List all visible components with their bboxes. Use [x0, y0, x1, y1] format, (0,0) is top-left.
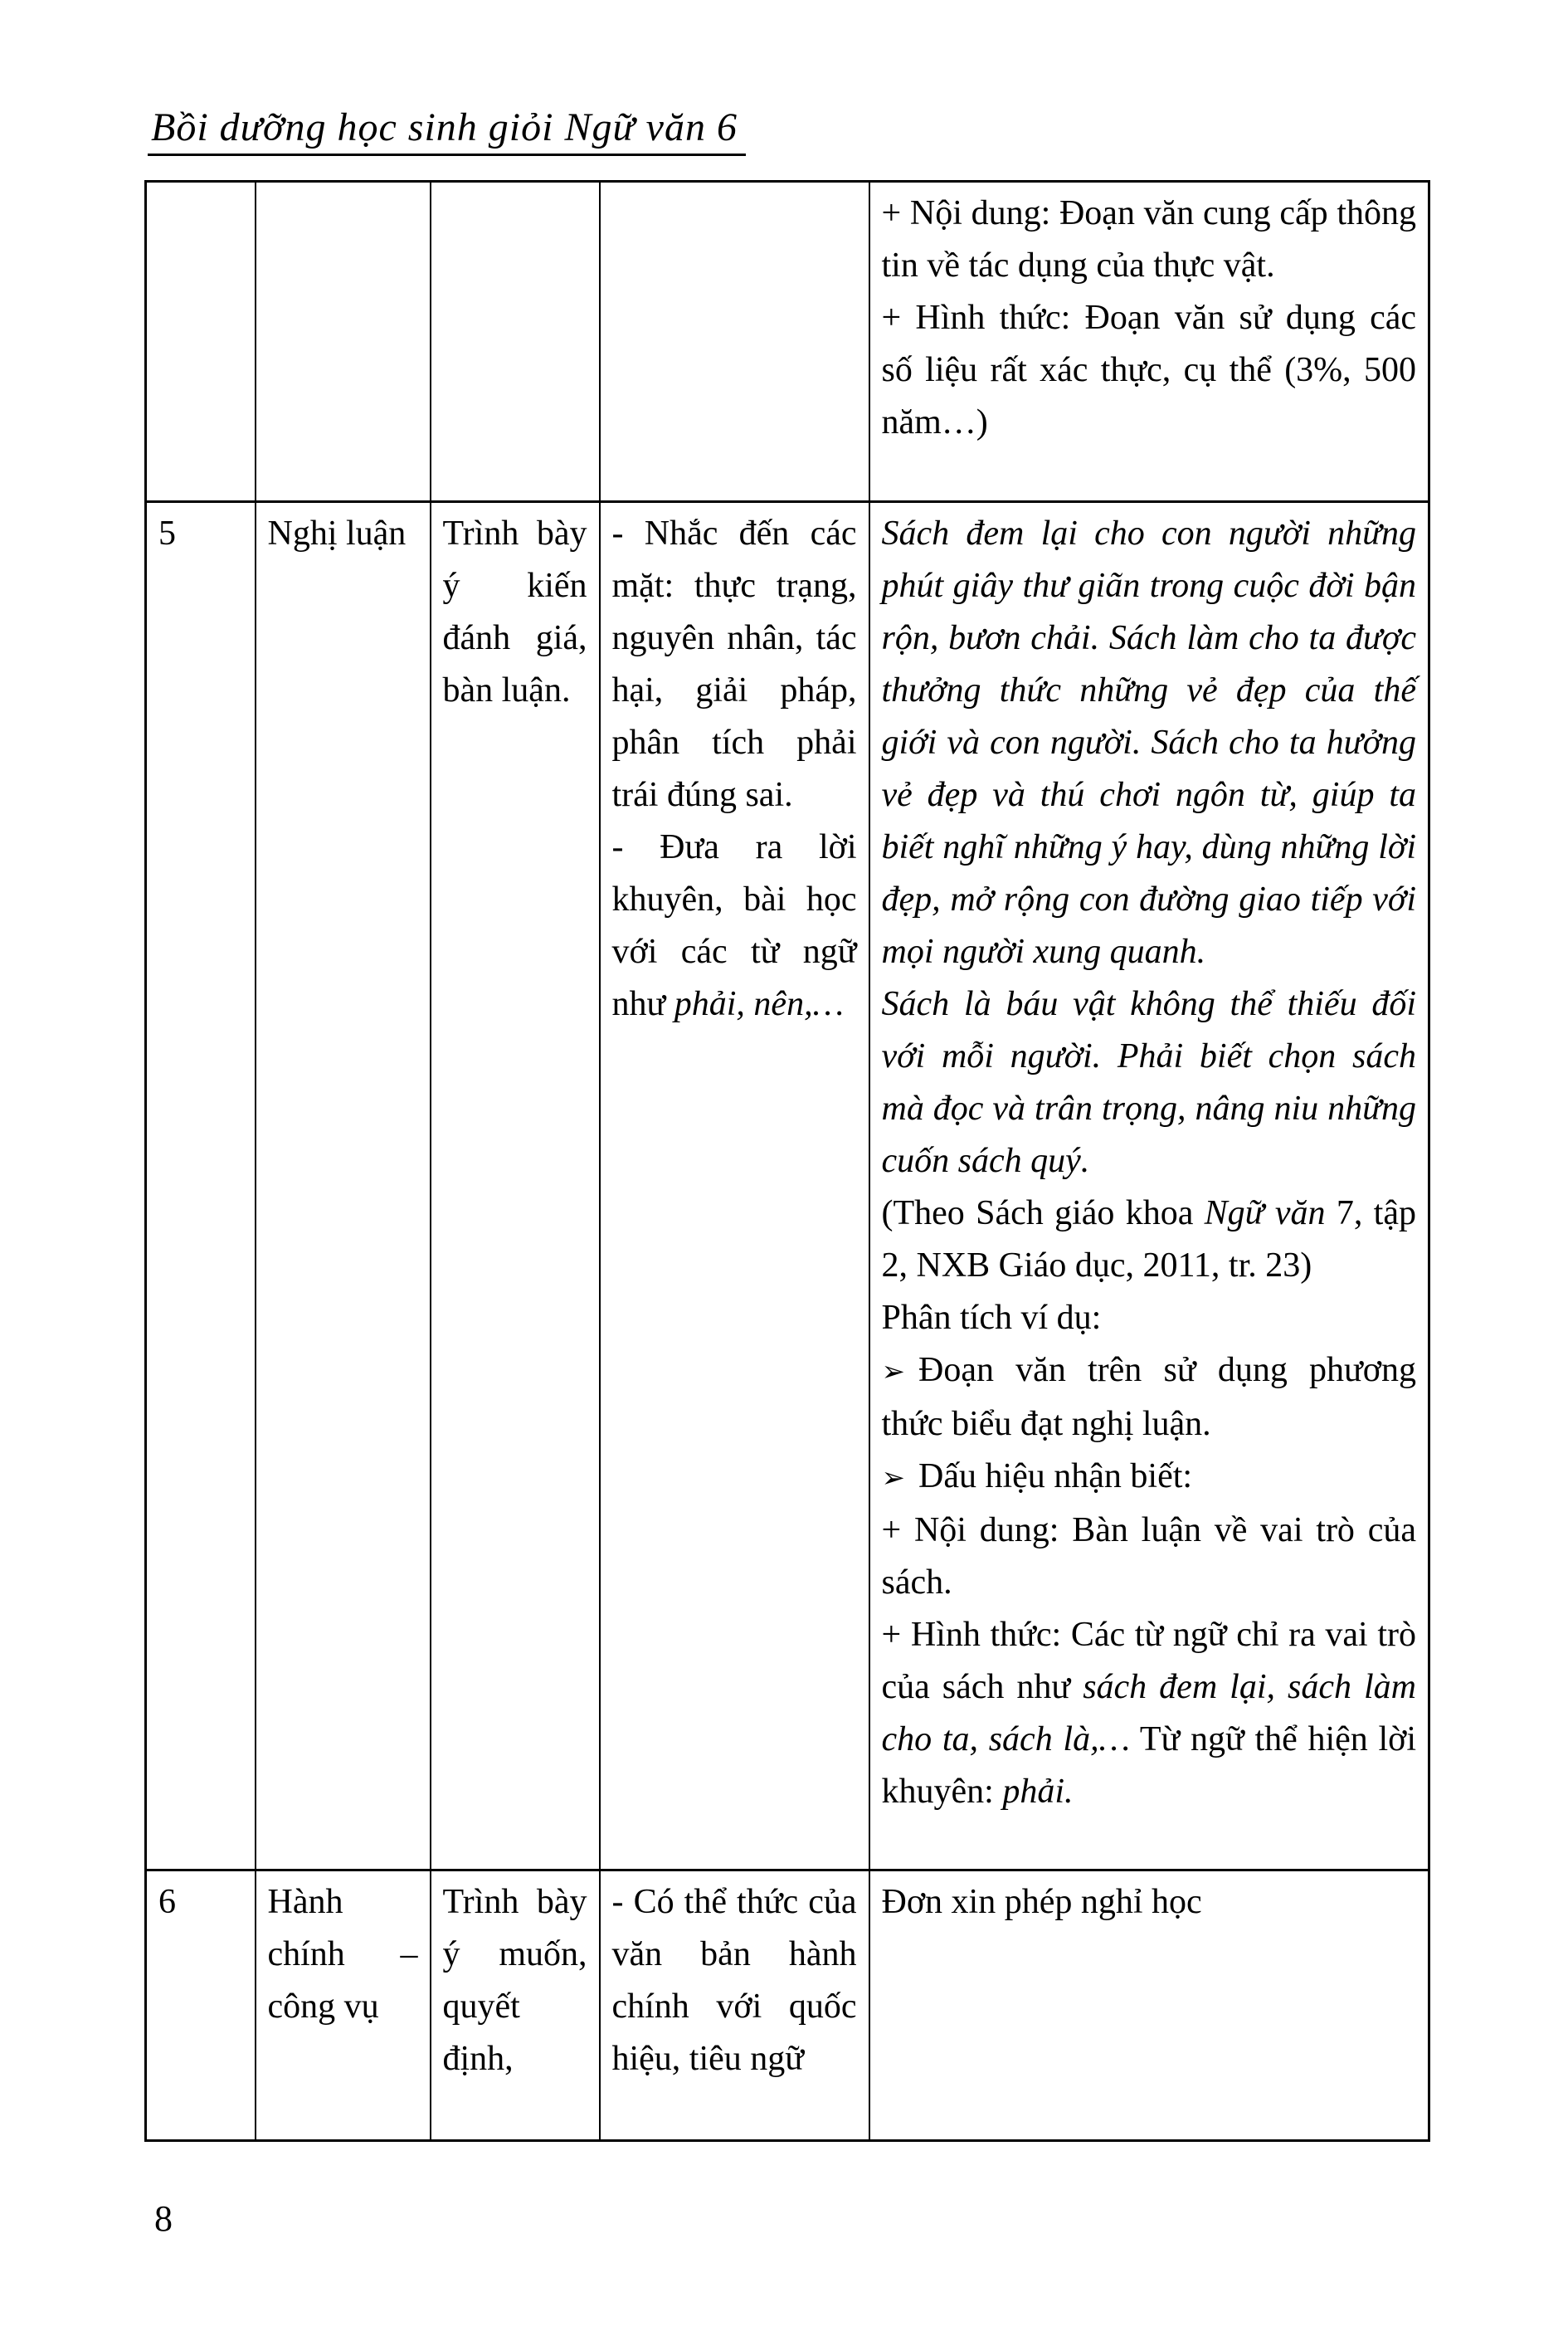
form-note-italic-2: phải.: [1002, 1773, 1074, 1811]
paragraph-analysis-label: Phân tích ví dụ:: [881, 1299, 1102, 1337]
arrowhead-bullet-icon: ➢: [881, 1355, 905, 1388]
cell-prev-description: [431, 182, 600, 502]
form-note-roman-1: + Hình thức: Các từ ngữ chỉ ra vai trò của sách như: [881, 1616, 1416, 1706]
signs-2-italic: phải, nên,…: [674, 985, 844, 1023]
cell-row6-signs: [600, 1870, 869, 2141]
cell-prev-signs: [600, 182, 869, 502]
paragraph-signs-1: - Có thể thức của văn bản hành chính với quốc hiệu, tiêu ngữ: [611, 1883, 857, 2078]
cell-row5-example: [869, 502, 1429, 1870]
arrowhead-bullet-icon: ➢: [881, 1461, 905, 1495]
paragraph-form-note: [882, 1609, 1417, 1818]
cell-row5-name: Nghị luận: [256, 502, 431, 1870]
page-number: 8: [154, 2198, 173, 2239]
signs-2-roman: - Đưa ra lời khuyên, bài học với các từ ngữ như: [611, 828, 857, 1023]
source-post: 7, tập 2, NXB Giáo dục, 2011, tr. 23): [881, 1194, 1416, 1285]
cell-row5-signs: [600, 502, 869, 1870]
cell-row6-example: Đơn xin phép nghỉ học: [869, 1870, 1429, 2141]
paragraph-form-note: + Hình thức: Đoạn văn sử dụng các số liệu rất xác thực, cụ thể (3%, 500 năm…): [881, 299, 1416, 441]
bullet-1-text: Đoạn văn trên sử dụng phương thức biểu đạt nghị luận.: [881, 1351, 1416, 1443]
paragraph-content-note: + Nội dung: Đoạn văn cung cấp thông tin về tác dụng của thực vật.: [881, 194, 1416, 285]
table-row-6: [146, 1870, 1429, 2141]
paragraph-content-note: + Nội dung: Bàn luận về vai trò của sách.: [881, 1511, 1416, 1602]
cell-row6-name: Hành chính – công vụ: [256, 1870, 431, 2141]
cell-prev-name: [256, 182, 431, 502]
source-title: Ngữ văn: [1204, 1194, 1326, 1232]
cell-row6-description: Trình bày ý muốn, quyết định,: [431, 1870, 600, 2141]
running-head: Bồi dưỡng học sinh giỏi Ngữ văn 6: [148, 105, 746, 156]
paragraph-bullet-1: [882, 1344, 1417, 1451]
expression-modes-table: [144, 180, 1430, 2142]
cell-row6-number: 6: [146, 1870, 256, 2141]
paragraph-source: [882, 1188, 1417, 1292]
cell-row5-number: 5: [146, 502, 256, 1870]
paragraph-signs-1: - Nhắc đến các mặt: thực trạng, nguyên nhân, tác hại, giải pháp, phân tích phải trái đúng sai.: [611, 515, 857, 814]
form-note-italic-1: sách đem lại, sách làm cho ta, sách là,…: [881, 1668, 1416, 1758]
bullet-2-text: Dấu hiệu nhận biết:: [918, 1457, 1193, 1495]
form-note-roman-2: Từ ngữ thể hiện lời khuyên:: [881, 1720, 1417, 1811]
paragraph-signs-2: [612, 822, 857, 1031]
cell-prev-number: [146, 182, 256, 502]
table-row-5: [146, 502, 1429, 1870]
table-row-continuation: [146, 182, 1429, 502]
paragraph-bullet-2: [882, 1451, 1417, 1505]
paragraph-quote-1: Sách đem lại cho con người những phút giây thư giãn trong cuộc đời bận rộn, bươn chải. Sách làm cho ta được thưởng thức những vẻ đẹp của thế giới và con người. Sách cho ta hưởng vẻ đẹp và thú chơi ngôn từ, giúp ta biết nghĩ những ý hay, dùng những lời đẹp, mở rộng con đường giao tiếp với mọi người xung quanh.: [881, 515, 1416, 971]
paragraph-quote-2: Sách là báu vật không thể thiếu đối với mỗi người. Phải biết chọn sách mà đọc và trân trọng, nâng niu những cuốn sách quý.: [881, 985, 1416, 1180]
cell-prev-example: [869, 182, 1429, 502]
source-pre: (Theo Sách giáo khoa: [881, 1194, 1205, 1232]
cell-row5-description: Trình bày ý kiến đánh giá, bàn luận.: [431, 502, 600, 1870]
